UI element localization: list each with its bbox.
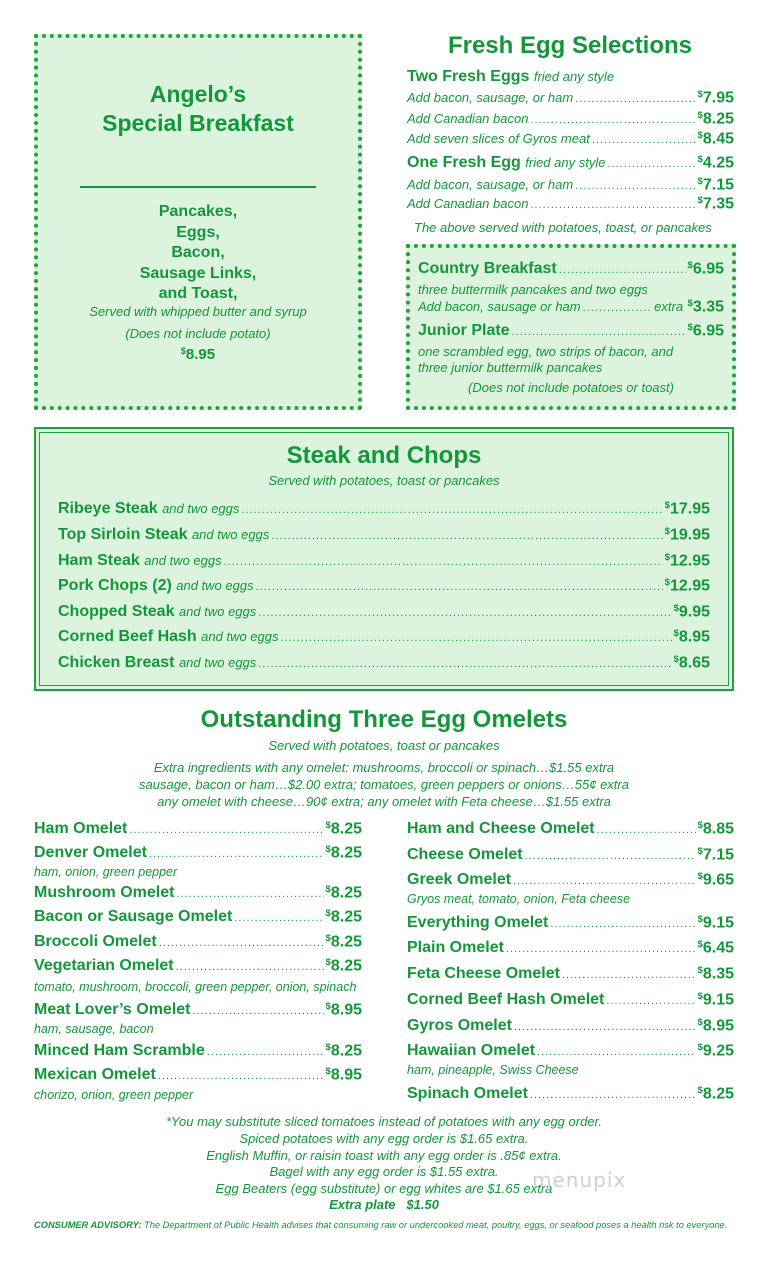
menu-row: Ham Omelet ..... $8.25: [34, 820, 362, 838]
footer-note: English Muffin, or raisin toast with any egg order is .85¢ extra.: [206, 1148, 562, 1163]
special-breakfast-box: [34, 34, 362, 410]
fresh-footnote: The above served with potatoes, toast, or pancakes: [414, 220, 712, 235]
menu-row: Feta Cheese Omelet ..... $8.35: [407, 965, 734, 983]
menu-row: Gyros Omelet ..... $8.95: [407, 1017, 734, 1035]
menu-row: Country Breakfast ..... $6.95: [418, 260, 724, 278]
menu-row: Mushroom Omelet ..... $8.25: [34, 884, 362, 902]
special-title-line2: Special Breakfast: [102, 110, 294, 136]
fresh-egg-title: Fresh Egg Selections: [447, 32, 693, 59]
menu-row: Plain Omelet ..... $6.45: [407, 939, 734, 957]
menu-row: Corned Beef Hash and two eggs ..... $8.95: [58, 628, 710, 646]
omelet-extras-line: sausage, bacon or ham…$2.00 extra; tomatoes, green peppers or onions…55¢ extra: [139, 777, 629, 792]
menu-row: Mexican Omelet ..... $8.95: [34, 1066, 362, 1084]
special-item: Sausage Links,: [139, 264, 257, 282]
menu-row: Broccoli Omelet ..... $8.25: [34, 933, 362, 951]
menu-row: Meat Lover’s Omelet ..... $8.95: [34, 1001, 362, 1019]
omelets-subtitle: Served with potatoes, toast or pancakes: [268, 738, 500, 753]
omelet-desc: ham, onion, green pepper: [34, 865, 178, 879]
steak-title: Steak and Chops: [286, 442, 482, 469]
footer-note: Egg Beaters (egg substitute) or egg whites are $1.65 extra: [215, 1181, 553, 1196]
junior-note: (Does not include potatoes or toast): [468, 380, 674, 395]
menu-row: Denver Omelet ..... $8.25: [34, 844, 362, 862]
menu-row: Vegetarian Omelet ..... $8.25: [34, 957, 362, 975]
extra-plate: Extra plate $1.50: [329, 1197, 439, 1212]
menu-row: Add bacon, sausage, or ham ..... $7.95: [407, 89, 734, 107]
menu-row: Ham and Cheese Omelet ..... $8.85: [407, 820, 734, 838]
menu-row: Pork Chops (2) and two eggs ..... $12.95: [58, 577, 710, 595]
country-desc: three buttermilk pancakes and two eggs: [418, 282, 648, 297]
menu-row: Ribeye Steak and two eggs ..... $17.95: [58, 500, 710, 518]
junior-desc: one scrambled egg, two strips of bacon, and: [418, 344, 674, 359]
footer-note: *You may substitute sliced tomatoes instead of potatoes with any egg order.: [166, 1114, 602, 1129]
omelets-title: Outstanding Three Egg Omelets: [200, 706, 568, 733]
special-title: [38, 80, 358, 138]
menu-row: Add bacon, sausage, or ham ..... $7.15: [407, 176, 734, 194]
special-note: (Does not include potato): [125, 326, 271, 341]
menu-row: Add seven slices of Gyros meat ..... $8.45: [407, 130, 734, 148]
country-breakfast-box: [406, 244, 736, 410]
junior-desc: three junior buttermilk pancakes: [418, 360, 603, 375]
menu-row: Bacon or Sausage Omelet ..... $8.25: [34, 908, 362, 926]
menu-row: Junior Plate ..... $6.95: [418, 322, 724, 340]
omelet-desc: ham, pineapple, Swiss Cheese: [407, 1063, 579, 1077]
menu-row: Chicken Breast and two eggs ..... $8.65: [58, 654, 710, 672]
menupix-watermark: menupix: [532, 1168, 627, 1192]
special-price: $8.95: [180, 346, 216, 363]
two-eggs-heading: Two Fresh Eggs fried any style: [407, 68, 615, 85]
consumer-advisory: CONSUMER ADVISORY: The Department of Public Health advises that consuming raw or undercooked meat, poultry, eggs, or seafood poses a health risk to everyone.: [34, 1220, 728, 1230]
menu-row: Add Canadian bacon ..... $8.25: [407, 110, 734, 128]
steak-and-chops-box: [34, 427, 734, 691]
omelet-desc: chorizo, onion, green pepper: [34, 1088, 194, 1102]
menu-row: One Fresh Egg fried any style ..... $4.25: [407, 154, 734, 172]
menu-row: Add bacon, sausage or ham ..... extra $3.35: [418, 298, 724, 316]
menu-row: Everything Omelet ..... $9.15: [407, 914, 734, 932]
omelet-extras-line: Extra ingredients with any omelet: mushrooms, broccoli or spinach…$1.55 extra: [153, 760, 615, 775]
omelet-extras-line: any omelet with cheese…90¢ extra; any omelet with Feta cheese…$1.55 extra: [157, 794, 611, 809]
menu-row: Spinach Omelet ..... $8.25: [407, 1085, 734, 1103]
menu-row: Greek Omelet ..... $9.65: [407, 871, 734, 889]
divider: [80, 186, 316, 188]
steak-subtitle: Served with potatoes, toast or pancakes: [268, 473, 500, 488]
menu-row: Corned Beef Hash Omelet ..... $9.15: [407, 991, 734, 1009]
menu-row: Add Canadian bacon ..... $7.35: [407, 195, 734, 213]
menu-row: Minced Ham Scramble ..... $8.25: [34, 1042, 362, 1060]
special-item: and Toast,: [158, 285, 238, 302]
menu-row: Top Sirloin Steak and two eggs ..... $19.95: [58, 526, 710, 544]
omelet-desc: tomato, mushroom, broccoli, green pepper, onion, spinach: [34, 980, 357, 994]
menu-row: Hawaiian Omelet ..... $9.25: [407, 1042, 734, 1060]
footer-note: Spiced potatoes with any egg order is $1.65 extra.: [239, 1131, 529, 1146]
menu-row: Ham Steak and two eggs ..... $12.95: [58, 552, 710, 570]
special-title-line1: Angelo’s: [149, 81, 247, 107]
menu-row: Cheese Omelet ..... $7.15: [407, 846, 734, 864]
omelet-desc: ham, sausage, bacon: [34, 1022, 154, 1036]
footer-note: Bagel with any egg order is $1.55 extra.: [269, 1164, 499, 1179]
special-note: Served with whipped butter and syrup: [89, 304, 307, 319]
special-item: Pancakes,: [158, 203, 238, 220]
menu-row: Chopped Steak and two eggs ..... $9.95: [58, 603, 710, 621]
omelet-desc: Gryos meat, tomato, onion, Feta cheese: [407, 892, 631, 906]
special-item: Bacon,: [171, 244, 225, 261]
special-item: Eggs,: [176, 223, 220, 241]
special-items: [38, 202, 358, 305]
